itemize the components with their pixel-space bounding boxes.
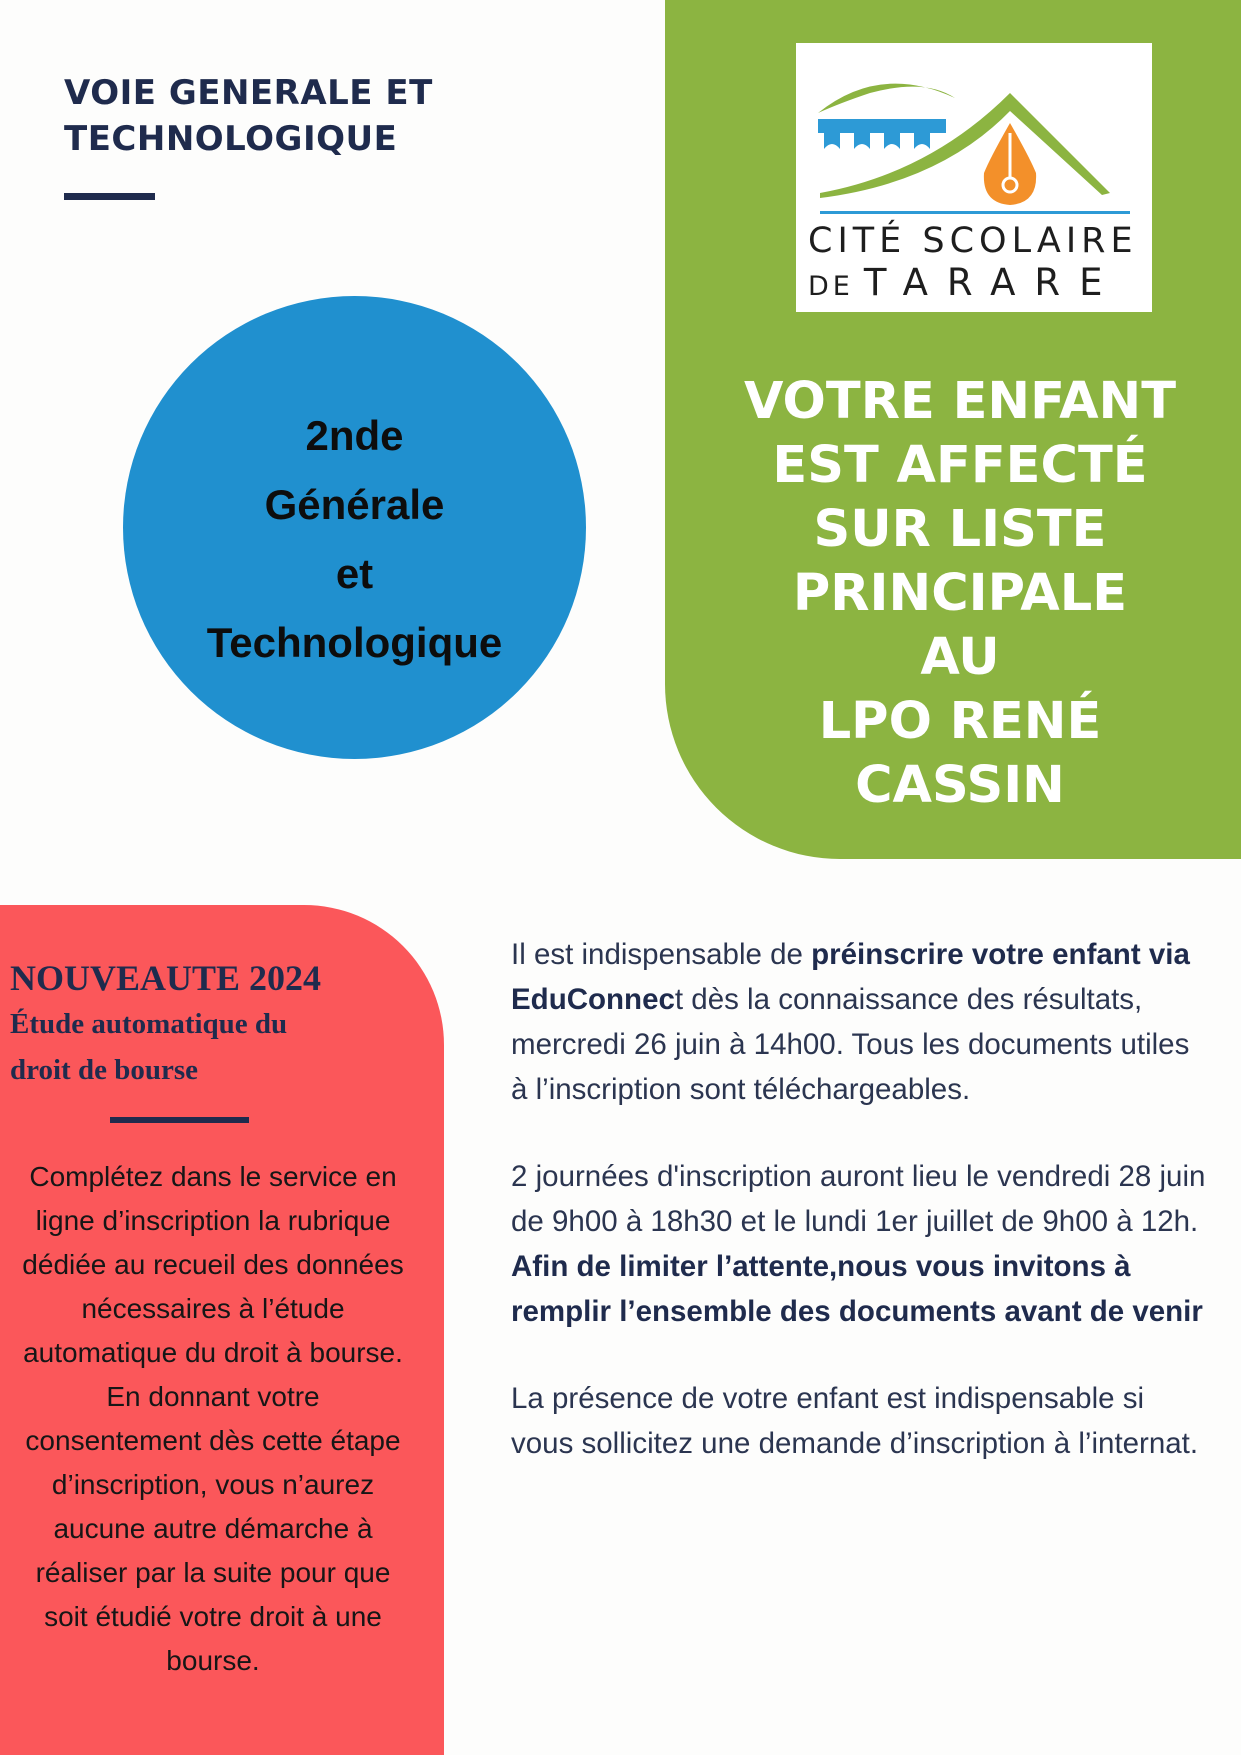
info-p1-bold: préinscrire votre enfant via EduConnec <box>511 938 1190 1016</box>
nouveaute-divider <box>110 1117 249 1123</box>
logo-name-line1: CITÉ SCOLAIRE <box>808 221 1138 261</box>
info-p1-text-a: Il est indispensable de <box>511 938 812 971</box>
info-paragraph-2 <box>511 1154 1211 1334</box>
nouveaute-title: NOUVEAUTE 2024 <box>10 958 322 998</box>
nouveaute-heading <box>10 955 430 1093</box>
circle-line-2: Générale <box>264 480 445 528</box>
info-paragraph-1 <box>511 932 1211 1112</box>
section-heading-line1: VOIE GENERALE ET <box>64 73 433 113</box>
heading-underline <box>64 193 155 200</box>
section-heading-line2: TECHNOLOGIQUE <box>64 119 398 159</box>
announcement-line-6: LPO RENÉ <box>818 692 1102 751</box>
info-p1-text-c: t dès la connaissance des résultats, mercredi 26 juin à 14h00. Tous les documents utiles à l’inscription sont téléchargeables. <box>511 983 1190 1106</box>
logo-name-line2 <box>808 261 1142 304</box>
logo-name-town: TARARE <box>863 261 1122 304</box>
nouveaute-subtitle-line2: droit de bourse <box>10 1054 198 1086</box>
nouveaute-subtitle-line1: Étude automatique du <box>10 1008 288 1040</box>
registration-info <box>511 932 1211 1508</box>
announcement-line-7: CASSIN <box>855 756 1065 815</box>
info-p2-text-a: 2 journées d'inscription auront lieu le vendredi 28 juin de 9h00 à 18h30 et le lundi 1er juillet de 9h00 à 12h. <box>511 1160 1206 1238</box>
announcement-line-3: SUR LISTE <box>813 500 1107 559</box>
nouveaute-body: Complétez dans le service en ligne d’inscription la rubrique dédiée au recueil des données nécessaires à l’étude automatique du droit à bourse. En donnant votre consentement dès cette étape d’inscription, vous n’aurez aucune autre démarche à réaliser par la suite pour que soit étudié votre droit à une bourse. <box>22 1161 404 1676</box>
info-p2-bold: Afin de limiter l’attente,nous vous invitons à remplir l’ensemble des documents avant de venir <box>511 1250 1203 1328</box>
circle-line-1: 2nde <box>305 411 404 459</box>
circle-line-3: et <box>335 549 374 597</box>
announcement-line-5: AU <box>920 628 1000 687</box>
logo-name-prefix: DE <box>808 271 854 302</box>
announcement-line-1: VOTRE ENFANT <box>743 372 1177 431</box>
info-paragraph-3: La présence de votre enfant est indispensable si vous sollicitez une demande d’inscription à l’internat. <box>511 1382 1199 1460</box>
school-logo <box>796 43 1152 312</box>
announcement-line-4: PRINCIPALE <box>792 564 1128 623</box>
circle-line-4: Technologique <box>206 618 503 666</box>
class-level-circle <box>123 296 586 759</box>
announcement-title <box>700 370 1220 818</box>
announcement-line-2: EST AFFECTÉ <box>772 436 1148 495</box>
section-heading <box>64 70 524 162</box>
logo-mountain-bridge-pen-icon <box>810 53 1140 223</box>
